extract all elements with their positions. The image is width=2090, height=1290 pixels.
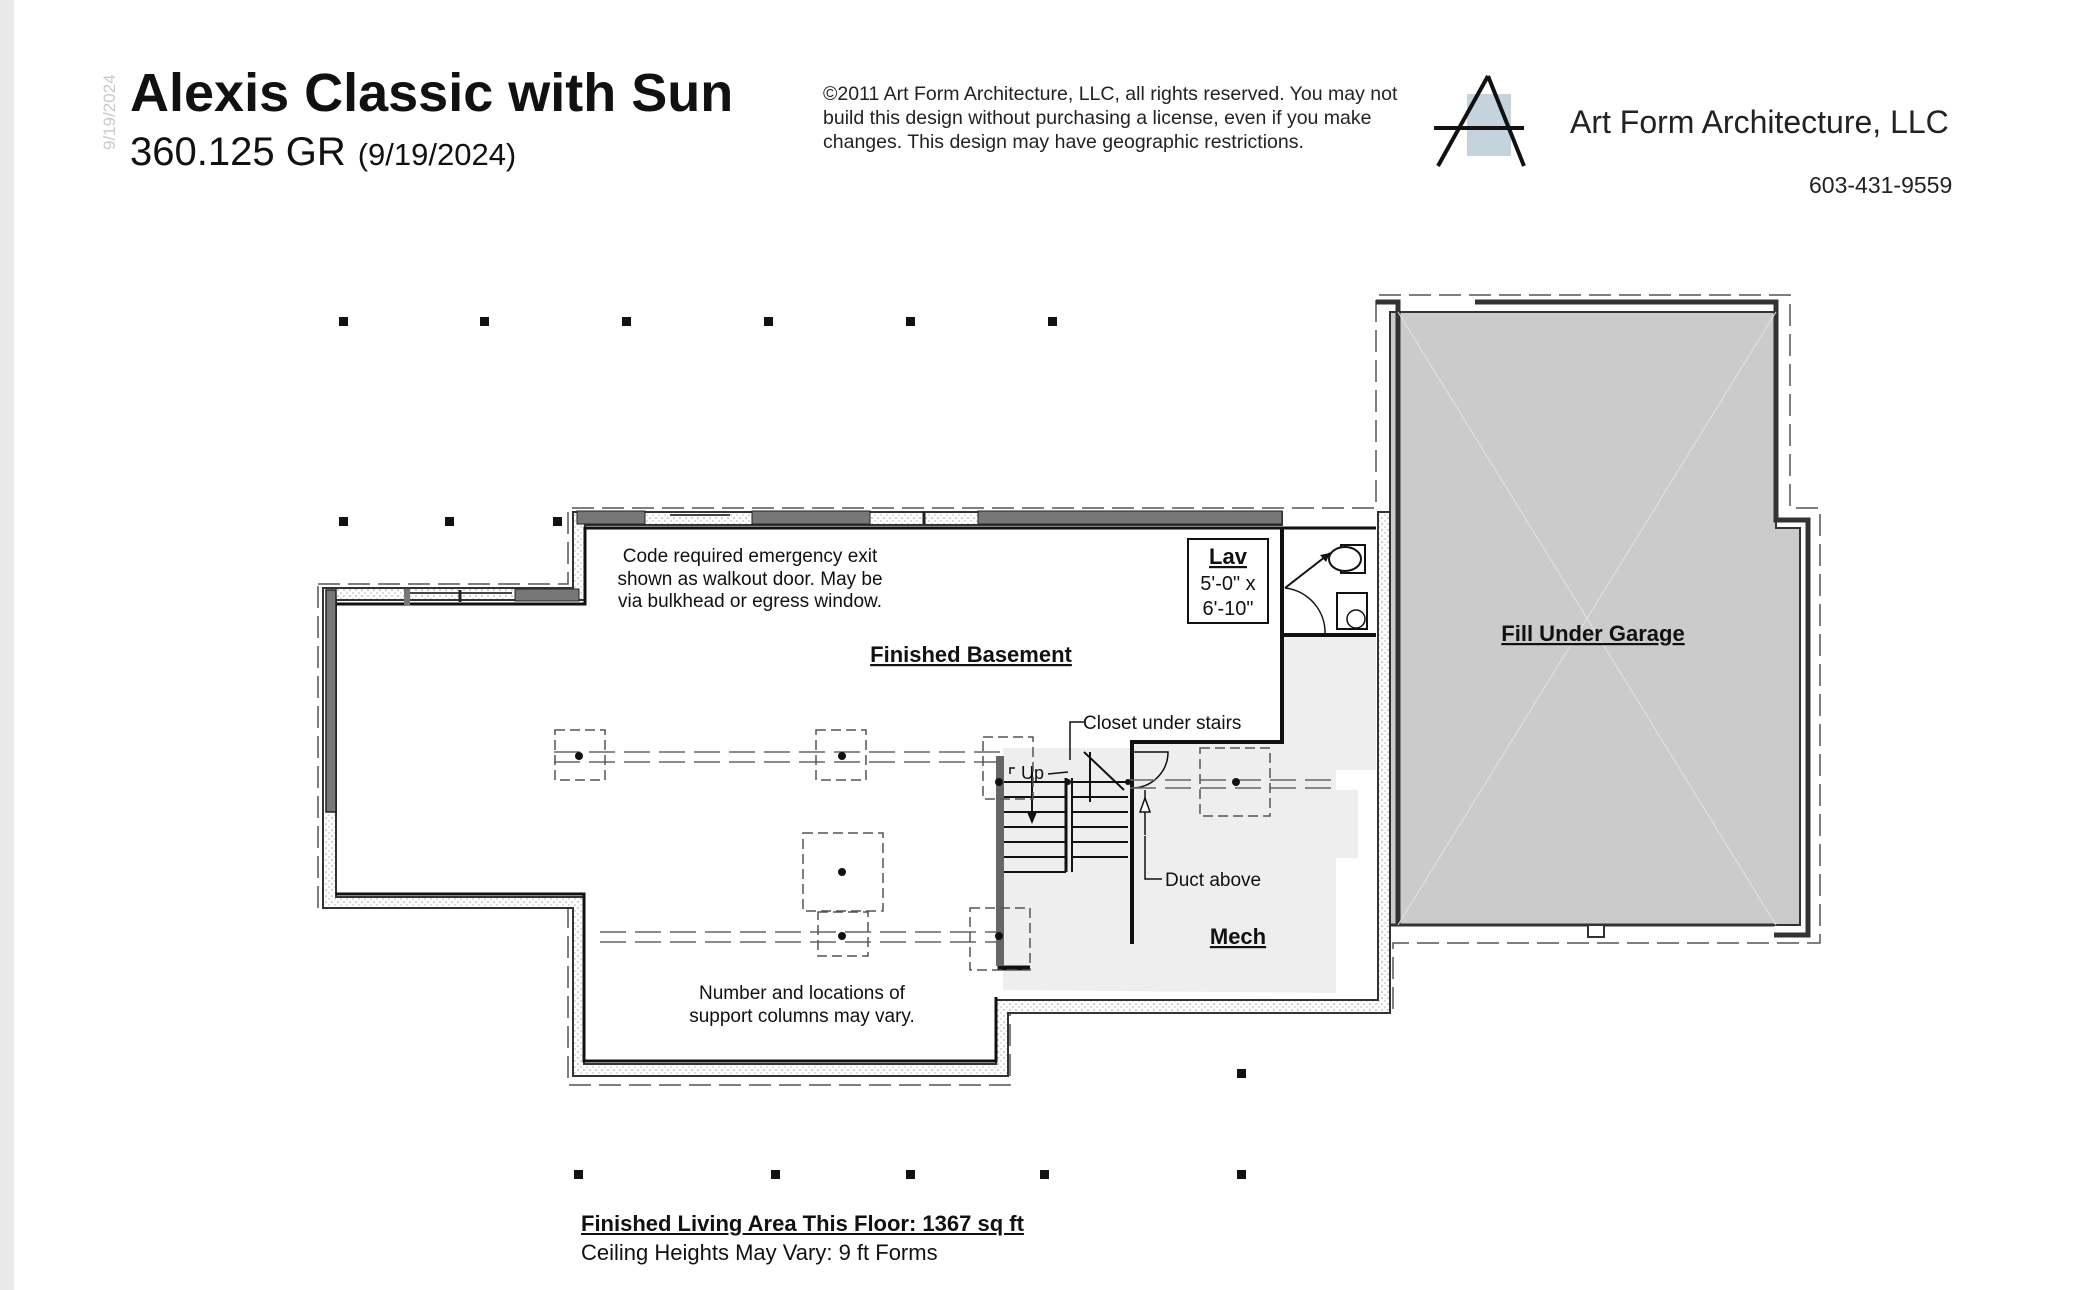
lav-size-line1: 5'-0" x bbox=[1200, 573, 1256, 595]
up-label: Up bbox=[1021, 763, 1045, 783]
lav-label: Lav bbox=[1209, 544, 1247, 569]
columns-note-line1: Number and locations of bbox=[699, 983, 905, 1004]
wall-segment bbox=[577, 511, 645, 524]
vertical-date-stamp: 9/19/2024 bbox=[100, 74, 119, 150]
fill-under-garage-label: Fill Under Garage bbox=[1501, 621, 1685, 646]
emergency-note-line1: Code required emergency exit bbox=[622, 546, 878, 567]
columns-note-line2: support columns may vary. bbox=[689, 1006, 915, 1027]
wall-segment bbox=[404, 589, 410, 605]
toilet-bowl-icon bbox=[1329, 547, 1361, 571]
window-wall-segment bbox=[326, 590, 336, 812]
closet-under-stairs-label: Closet under stairs bbox=[1083, 713, 1242, 734]
wall-segment bbox=[752, 511, 870, 524]
interior-wall-line bbox=[336, 894, 996, 1061]
phone-number: 603-431-9559 bbox=[1809, 172, 1953, 198]
ceiling-height-note: Ceiling Heights May Vary: 9 ft Forms bbox=[581, 1240, 938, 1265]
finished-basement-label: Finished Basement bbox=[870, 642, 1072, 667]
emergency-note-line2: shown as walkout door. May be bbox=[617, 569, 883, 590]
plan-date: (9/19/2024) bbox=[357, 137, 517, 172]
wall-segment bbox=[515, 589, 579, 601]
finished-area-label: Finished Living Area This Floor: 1367 sq ft bbox=[581, 1211, 1024, 1236]
garage-pier bbox=[1588, 925, 1604, 937]
emergency-note-line3: via bulkhead or egress window. bbox=[617, 591, 883, 612]
mech-room-area bbox=[1003, 635, 1376, 993]
copyright-notice: ©2011 Art Form Architecture, LLC, all rights reserved. You may not build this design without purchasing a license, even if you make changes. This design may have geographic restrictions. bbox=[823, 83, 1398, 153]
lav-door-swing bbox=[1285, 588, 1325, 635]
plan-number: 360.125 GR bbox=[130, 130, 346, 174]
company-name: Art Form Architecture, LLC bbox=[1570, 104, 1949, 140]
duct-above-label: Duct above bbox=[1165, 870, 1262, 891]
plan-title: Alexis Classic with Sun bbox=[130, 63, 734, 123]
garage-fill-area bbox=[1390, 312, 1800, 925]
lav-size-line2: 6'-10" bbox=[1202, 598, 1254, 620]
wall-segment bbox=[978, 511, 1282, 524]
mech-label: Mech bbox=[1209, 924, 1267, 949]
